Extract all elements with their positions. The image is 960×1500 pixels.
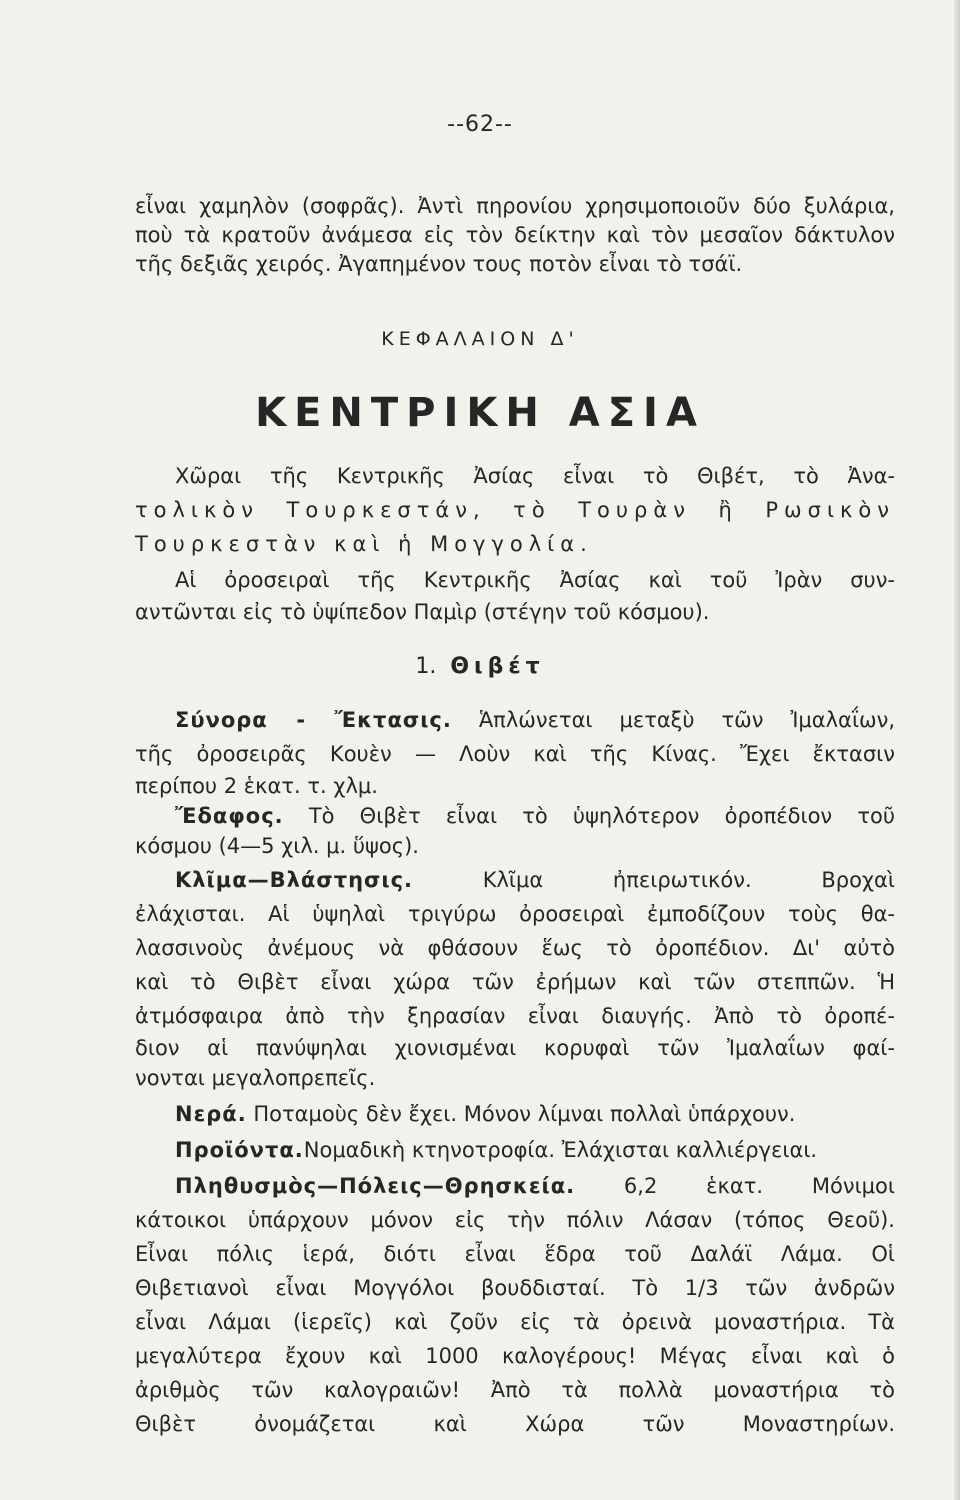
paragraph-text: Νομαδικὴ κτηνοτροφία. Ἐλάχισται καλλιέργειαι. — [303, 1138, 818, 1162]
paragraph-heading: Νερά. — [175, 1102, 247, 1126]
text-line: Τουρκεστὰν καὶ ἡ Μογγολία. — [135, 532, 593, 556]
text-line: μεγαλύτερα ἔχουν καὶ 1000 καλογέρους! Μέγας εἶναι καὶ ὁ — [135, 1344, 895, 1368]
text-line: Αἱ ὀροσειραὶ τῆς Κεντρικῆς Ἀσίας καὶ τοῦ Ἰρὰν συν- — [175, 568, 895, 592]
text-line: κάτοικοι ὑπάρχουν μόνον εἰς τὴν πόλιν Λάσαν (τόπος Θεοῦ). — [135, 1208, 895, 1232]
text-line: εἶναι Λάμαι (ἱερεῖς) καὶ ζοῦν εἰς τὰ ὀρεινὰ μοναστήρια. Τὰ — [135, 1310, 895, 1334]
page-edge — [954, 0, 960, 1500]
paragraph-text: Τὸ Θιβὲτ εἶναι τὸ ὑψηλότερον ὀροπέδιον τοῦ — [283, 804, 895, 828]
paragraph-text: Κλῖμα ἠπειρωτικόν. Βροχαὶ — [413, 868, 895, 892]
paragraph-heading: Κλῖμα—Βλάστησις. — [175, 868, 414, 892]
paragraph-first-line — [175, 1100, 935, 1128]
paragraph-first-line — [175, 802, 895, 830]
paragraph-first-line — [175, 1172, 895, 1200]
text-line: λασσινοὺς ἀνέμους νὰ φθάσουν ἕως τὸ ὀροπέδιον. Δι' αὐτὸ — [135, 936, 895, 960]
section-name: Θιβέτ — [450, 654, 545, 679]
text-line: καὶ τὸ Θιβὲτ εἶναι χώρα τῶν ἐρήμων καὶ τῶν στεππῶν. Ἡ — [135, 970, 895, 994]
paragraph-heading: Προϊόντα. — [175, 1138, 304, 1162]
chapter-label: ΚΕΦΑΛΑΙΟΝ Δ' — [381, 328, 579, 350]
section-heading — [0, 654, 960, 679]
paragraph-heading: Ἔδαφος. — [175, 804, 284, 828]
text-line: αντῶνται εἰς τὸ ὑψίπεδον Παμὶρ (στέγην τοῦ κόσμου). — [135, 600, 710, 624]
text-line: διον αἱ πανύψηλαι χιονισμέναι κορυφαὶ τῶν Ἰμαλαΐων φαί- — [135, 1036, 895, 1060]
paragraph-first-line — [175, 866, 895, 894]
text-line: Χῶραι τῆς Κεντρικῆς Ἀσίας εἶναι τὸ Θιβέτ, τὸ Ἀνα- — [175, 464, 895, 488]
text-line: κόσμου (4—5 χιλ. μ. ὕψος). — [135, 834, 419, 858]
text-line: ποὺ τὰ κρατοῦν ἀνάμεσα εἰς τὸν δείκτην καὶ τὸν μεσαῖον δάκτυλον — [135, 223, 895, 247]
section-number: 1. — [415, 654, 437, 679]
paragraph-first-line — [175, 706, 895, 734]
text-line: Θιβὲτ ὀνομάζεται καὶ Χώρα τῶν Μοναστηρίων. — [135, 1412, 895, 1436]
paragraph-first-line — [175, 1136, 935, 1164]
text-line: εἶναι χαμηλὸν (σοφρᾶς). Ἀντὶ πηρονίου χρησιμοποιοῦν δύο ξυλάρια, — [135, 194, 895, 218]
text-line: νονται μεγαλοπρεπεῖς. — [135, 1066, 376, 1090]
chapter-title: ΚΕΝΤΡΙΚΗ ΑΣΙΑ — [255, 390, 705, 436]
text-line: τολικὸν Τουρκεστάν, τὸ Τουρὰν ἢ Ρωσικὸν — [135, 498, 895, 522]
paragraph-text: Ποταμοὺς δὲν ἔχει. Μόνον λίμναι πολλαὶ ὑπάρχουν. — [246, 1102, 796, 1126]
text-line: τῆς δεξιᾶς χειρός. Ἀγαπημένον τους ποτὸν εἶναι τὸ τσάϊ. — [135, 252, 743, 276]
paragraph-text: 6,2 ἑκατ. Μόνιμοι — [575, 1174, 895, 1198]
text-line: Θιβετιανοὶ εἶναι Μογγόλοι βουδδισταί. Τὸ 1/3 τῶν ἀνδρῶν — [135, 1276, 895, 1300]
text-line: ἐλάχισται. Αἱ ὑψηλαὶ τριγύρω ὀροσειραὶ ἐμποδίζουν τοὺς θα- — [135, 902, 895, 926]
paragraph-text: Ἁπλώνεται μεταξὺ τῶν Ἰμαλαΐων, — [451, 708, 895, 732]
page-number: --62-- — [447, 112, 513, 137]
text-line: περίπου 2 ἑκατ. τ. χλμ. — [135, 774, 378, 798]
paragraph-heading: Σύνορα - Ἔκτασις. — [175, 708, 452, 732]
paragraph-heading: Πληθυσμὸς—Πόλεις—Θρησκεία. — [175, 1174, 576, 1198]
text-line: Εἶναι πόλις ἱερά, διότι εἶναι ἕδρα τοῦ Δαλάϊ Λάμα. Οἱ — [135, 1242, 895, 1266]
text-line: ἀριθμὸς τῶν καλογραιῶν! Ἀπὸ τὰ πολλὰ μοναστήρια τὸ — [135, 1378, 895, 1402]
text-line: τῆς ὀροσειρᾶς Κουὲν — Λοὺν καὶ τῆς Κίνας. Ἔχει ἔκτασιν — [135, 742, 895, 766]
text-line: ἀτμόσφαιρα ἀπὸ τὴν ξηρασίαν εἶναι διαυγής. Ἀπὸ τὸ ὀροπέ- — [135, 1004, 895, 1028]
